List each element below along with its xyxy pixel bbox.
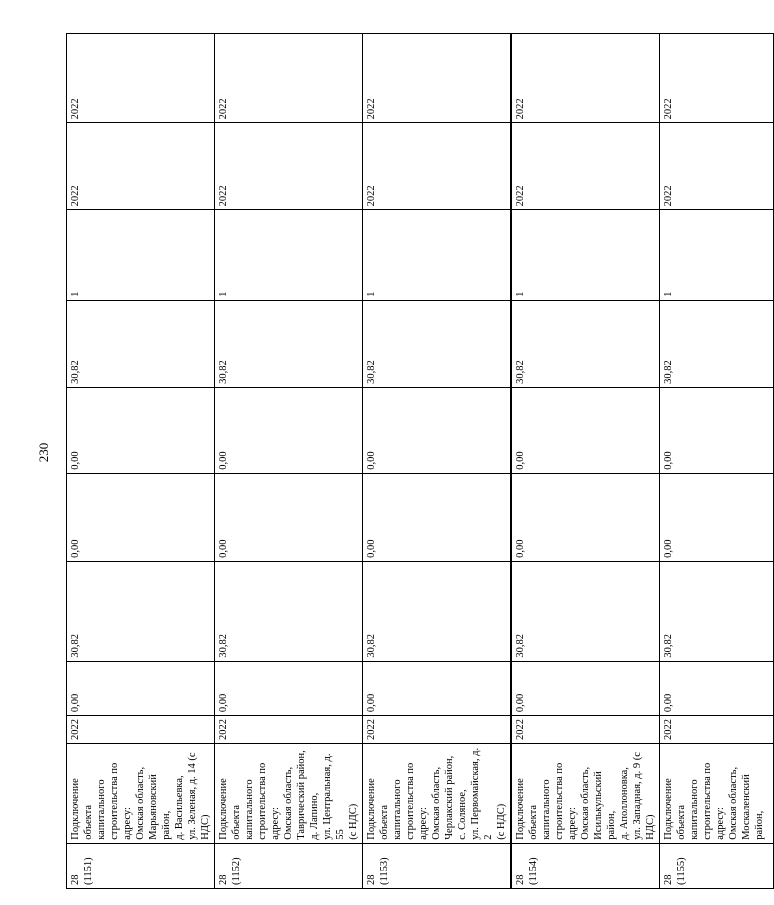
value-cell: 30,82 bbox=[511, 300, 660, 387]
count-cell: 1 bbox=[67, 210, 215, 300]
value-cell: 0,00 bbox=[660, 387, 774, 473]
end-year-cell: 2022 bbox=[511, 34, 660, 123]
value-cell: 30,82 bbox=[215, 561, 363, 661]
page-number: 230 bbox=[36, 442, 51, 463]
value-cell: 0,00 bbox=[511, 387, 660, 473]
value-cell: 30,82 bbox=[363, 300, 512, 387]
table-row bbox=[67, 34, 215, 889]
value-cell: 0,00 bbox=[660, 661, 774, 716]
table-row bbox=[215, 34, 363, 889]
value-cell: 30,82 bbox=[67, 300, 215, 387]
start-year-cell: 2022 bbox=[660, 123, 774, 210]
start-year-cell: 2022 bbox=[67, 123, 215, 210]
start-year-cell: 2022 bbox=[215, 123, 363, 210]
object-name-cell: Подключение объекта капитального строительства по адресу: Омская область, Марьяновский район, д. Васильевка, ул. Зеленая, д. 14 (с НДС) bbox=[67, 744, 215, 844]
value-cell: 0,00 bbox=[511, 661, 660, 716]
year-cell: 2022 bbox=[215, 716, 363, 744]
table-row bbox=[660, 34, 774, 889]
count-cell: 1 bbox=[215, 210, 363, 300]
object-name-cell: Подключение объекта капитального строительства по адресу: Омская область, Таврический район, д. Лапино, ул. Центральная, д. 55 (с НДС) bbox=[215, 744, 363, 844]
end-year-cell: 2022 bbox=[215, 34, 363, 123]
value-cell: 30,82 bbox=[511, 561, 660, 661]
value-cell: 0,00 bbox=[215, 473, 363, 561]
count-cell: 1 bbox=[363, 210, 512, 300]
table-row bbox=[511, 34, 660, 889]
end-year-cell: 2022 bbox=[363, 34, 512, 123]
value-cell: 0,00 bbox=[511, 473, 660, 561]
start-year-cell: 2022 bbox=[511, 123, 660, 210]
value-cell: 0,00 bbox=[363, 473, 512, 561]
value-cell: 30,82 bbox=[660, 561, 774, 661]
value-cell: 0,00 bbox=[215, 387, 363, 473]
object-name-cell: Подключение объекта капитального строительства по адресу: Омская область, Черлакский район, с. Соляное, ул. Первомайская, д. 2 (с НДС) bbox=[363, 744, 512, 844]
value-cell: 0,00 bbox=[363, 387, 512, 473]
value-cell: 30,82 bbox=[363, 561, 512, 661]
value-cell: 0,00 bbox=[67, 473, 215, 561]
investment-program-table bbox=[66, 33, 774, 889]
count-cell: 1 bbox=[660, 210, 774, 300]
value-cell: 0,00 bbox=[363, 661, 512, 716]
row-number-cell: 28 (1152) bbox=[215, 843, 363, 888]
value-cell: 30,82 bbox=[660, 300, 774, 387]
row-number-cell: 28 (1151) bbox=[67, 843, 215, 888]
count-cell: 1 bbox=[511, 210, 660, 300]
object-name-cell: Подключение объекта капитального строительства по адресу: Омская область, Москаленский район, bbox=[660, 744, 774, 844]
row-number-cell: 28 (1155) bbox=[660, 843, 774, 888]
value-cell: 0,00 bbox=[67, 387, 215, 473]
year-cell: 2022 bbox=[363, 716, 512, 744]
start-year-cell: 2022 bbox=[363, 123, 512, 210]
row-number-cell: 28 (1154) bbox=[511, 843, 660, 888]
table-row bbox=[363, 34, 512, 889]
value-cell: 0,00 bbox=[67, 661, 215, 716]
object-name-cell: Подключение объекта капитального строительства по адресу: Омская область, Исилькульский район, д. Аполлоновка, ул. Западная, д. 9 (с НДС) bbox=[511, 744, 660, 844]
year-cell: 2022 bbox=[660, 716, 774, 744]
year-cell: 2022 bbox=[67, 716, 215, 744]
year-cell: 2022 bbox=[511, 716, 660, 744]
value-cell: 30,82 bbox=[67, 561, 215, 661]
value-cell: 0,00 bbox=[215, 661, 363, 716]
end-year-cell: 2022 bbox=[67, 34, 215, 123]
row-number-cell: 28 (1153) bbox=[363, 843, 512, 888]
end-year-cell: 2022 bbox=[660, 34, 774, 123]
value-cell: 30,82 bbox=[215, 300, 363, 387]
value-cell: 0,00 bbox=[660, 473, 774, 561]
